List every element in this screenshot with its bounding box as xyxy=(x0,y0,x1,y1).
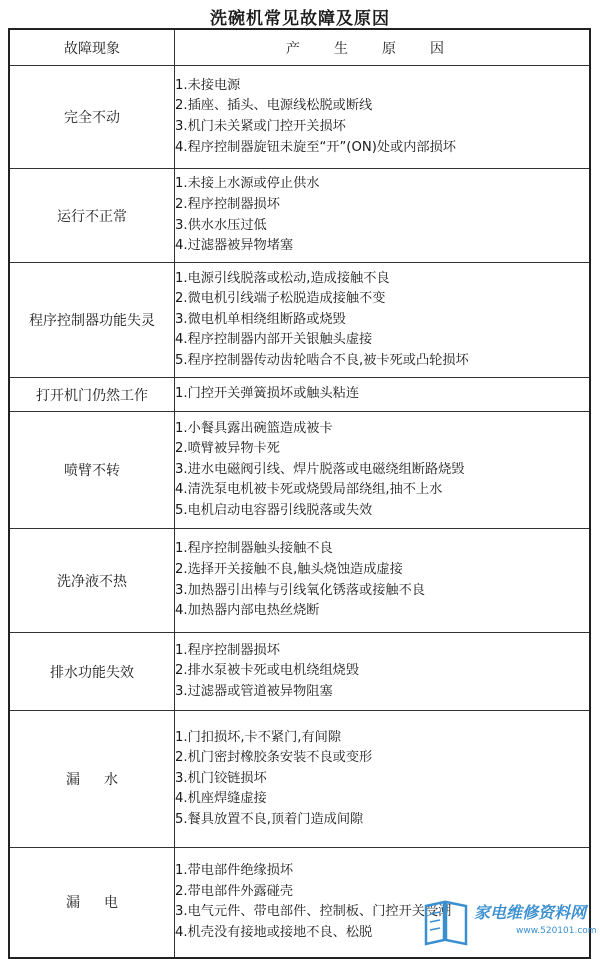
cause-cell xyxy=(175,633,591,711)
table-row xyxy=(9,412,590,529)
fault-label: 运行不正常 xyxy=(57,208,127,225)
cause-item: 3.过滤器或管道被异物阻塞 xyxy=(175,683,333,699)
cause-item: 3.供水水压过低 xyxy=(175,217,267,233)
fault-label: 程序控制器功能失灵 xyxy=(29,313,155,329)
cause-item: 1.程序控制器触头接触不良 xyxy=(175,541,333,557)
cause-list xyxy=(175,174,589,256)
table-row xyxy=(9,263,590,378)
cause-item: 2.微电机引线端子松脱造成接触不变 xyxy=(175,291,386,307)
header-cause: 产生原因 xyxy=(175,29,591,66)
cause-item: 1.程序控制器损坏 xyxy=(175,642,280,658)
watermark-url: www.520101.com xyxy=(516,926,597,936)
cause-item: 4.程序控制器旋钮未旋至“开”(ON)处或内部损坏 xyxy=(175,139,456,155)
cause-list xyxy=(175,384,589,405)
cause-item: 4.过滤器被异物堵塞 xyxy=(175,238,294,254)
cause-item: 3.电气元件、带电部件、控制板、门控开关受潮 xyxy=(175,904,452,920)
cause-cell xyxy=(175,711,591,848)
cause-item: 4.程序控制器内部开关银触头虚接 xyxy=(175,332,373,348)
header-fault: 故障现象 xyxy=(9,29,175,66)
fault-cell xyxy=(9,378,175,412)
table-row xyxy=(9,66,590,169)
fault-label: 打开机门仍然工作 xyxy=(36,387,148,404)
fault-cell xyxy=(9,412,175,529)
cause-item: 3.机门铰链损坏 xyxy=(175,770,267,786)
fault-cell xyxy=(9,711,175,848)
fault-label: 完全不动 xyxy=(64,110,120,126)
cause-item: 4.加热器内部电热丝烧断 xyxy=(175,603,320,619)
cause-item: 1.未接电源 xyxy=(175,77,241,93)
cause-item: 2.选择开关接触不良,触头烧蚀造成虚接 xyxy=(175,561,403,577)
table-row xyxy=(9,633,590,711)
cause-item: 4.清洗泵电机被卡死或烧毁局部绕组,抽不上水 xyxy=(175,482,443,498)
cause-item: 5.电机启动电容器引线脱落或失效 xyxy=(175,502,373,518)
cause-item: 1.带电部件绝缘损坏 xyxy=(175,863,294,879)
cause-item: 1.未接上水源或停止供水 xyxy=(175,176,320,192)
cause-list xyxy=(175,269,589,372)
fault-cell xyxy=(9,529,175,633)
cause-item: 2.带电部件外露碰壳 xyxy=(175,883,294,899)
cause-item: 4.机壳没有接地或接地不良、松脱 xyxy=(175,924,373,940)
cause-item: 3.进水电磁阀引线、焊片脱落或电磁绕组断路烧毁 xyxy=(175,461,465,477)
cause-cell xyxy=(175,412,591,529)
cause-item: 1.电源引线脱落或松动,造成接触不良 xyxy=(175,270,390,286)
cause-item: 1.门扣损坏,卡不紧门,有间隙 xyxy=(175,729,342,745)
watermark-text: 家电维修资料网 xyxy=(474,903,587,922)
table-header-row xyxy=(9,29,590,66)
watermark-logo xyxy=(418,894,597,950)
fault-cell xyxy=(9,263,175,378)
table-row xyxy=(9,378,590,412)
page-title: 洗碗机常见故障及原因 xyxy=(210,9,390,29)
cause-cell xyxy=(175,378,591,412)
fault-cell xyxy=(9,169,175,263)
table-row xyxy=(9,711,590,848)
cause-item: 3.机门未关紧或门控开关损坏 xyxy=(175,119,346,134)
cause-list xyxy=(175,76,589,158)
cause-item: 2.插座、插头、电源线松脱或断线 xyxy=(175,98,373,114)
cause-list xyxy=(175,539,589,621)
cause-item: 2.机门密封橡胶条安装不良或变形 xyxy=(175,750,373,766)
table-row xyxy=(9,529,590,633)
fault-label: 排水功能失效 xyxy=(50,664,134,681)
cause-cell xyxy=(175,66,591,169)
fault-cell xyxy=(9,66,175,169)
cause-cell xyxy=(175,263,591,378)
cause-item: 5.程序控制器传动齿轮啮合不良,被卡死或凸轮损坏 xyxy=(175,352,469,368)
table-row xyxy=(9,169,590,263)
cause-item: 5.餐具放置不良,顶着门造成间隙 xyxy=(175,811,364,827)
fault-label: 漏水 xyxy=(66,772,142,788)
fault-cell xyxy=(9,848,175,958)
cause-item: 2.排水泵被卡死或电机绕组烧毁 xyxy=(175,663,360,679)
cause-item: 1.门控开关弹簧损坏或触头粘连 xyxy=(175,386,360,402)
cause-item: 4.机座焊缝虚接 xyxy=(175,791,267,807)
cause-list xyxy=(175,419,589,522)
book-icon xyxy=(420,896,472,948)
cause-item: 2.喷臂被异物卡死 xyxy=(175,441,280,457)
cause-item: 3.微电机单相绕组断路或烧毁 xyxy=(175,311,346,327)
cause-cell xyxy=(175,169,591,263)
cause-cell xyxy=(175,529,591,633)
fault-label: 洗净液不热 xyxy=(57,573,127,590)
cause-item: 3.加热器引出棒与引线氧化锈落或接触不良 xyxy=(175,582,425,598)
fault-label: 喷臂不转 xyxy=(64,463,120,479)
cause-list xyxy=(175,728,589,831)
fault-label: 漏电 xyxy=(66,895,142,912)
cause-item: 1.小餐具露出碗篮造成被卡 xyxy=(175,420,333,436)
cause-item: 2.程序控制器损坏 xyxy=(175,196,280,212)
cause-list xyxy=(175,641,589,703)
fault-table xyxy=(8,28,591,959)
fault-cell xyxy=(9,633,175,711)
